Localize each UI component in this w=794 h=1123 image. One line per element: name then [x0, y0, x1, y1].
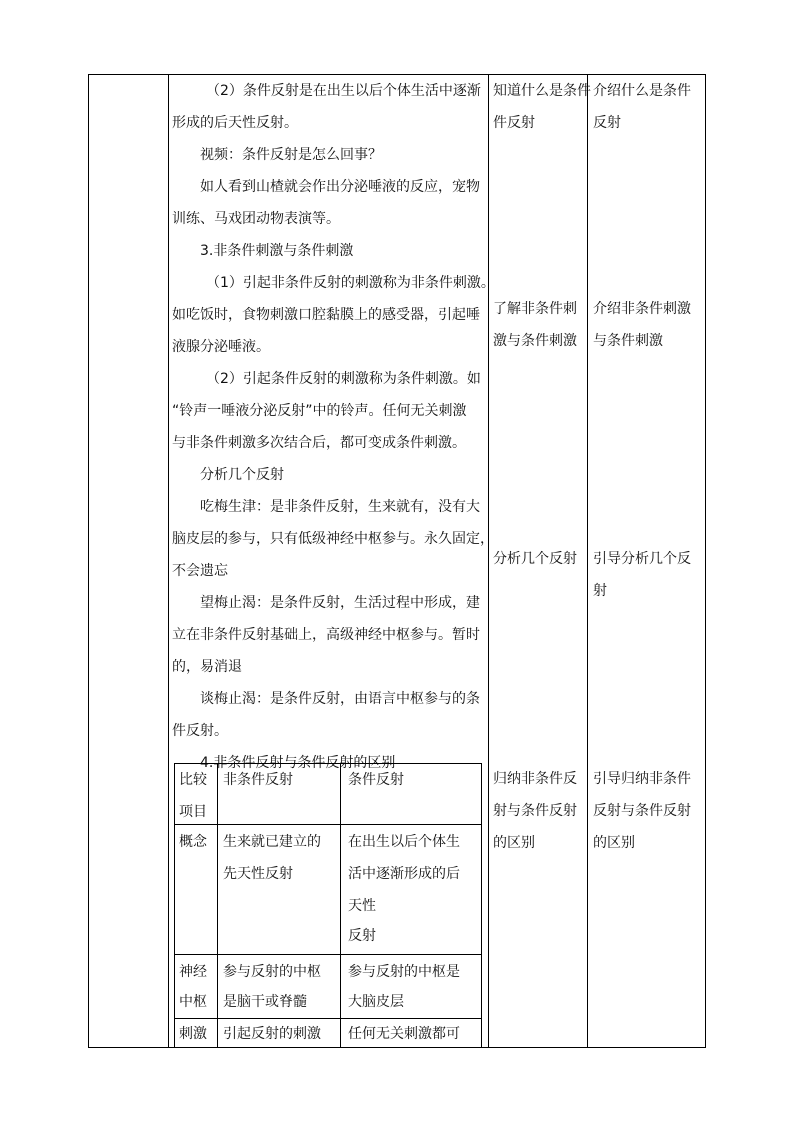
- goal-text: 激与条件刺激: [493, 333, 577, 349]
- goal-text: 的区别: [493, 835, 535, 851]
- content-line: （1）引起非条件反射的刺激称为非条件刺激。: [206, 275, 495, 291]
- activity-text: 射: [593, 583, 607, 599]
- row-label: 中枢: [179, 994, 207, 1010]
- lesson-table: [88, 74, 706, 1048]
- goal-text: 了解非条件刺: [493, 301, 577, 317]
- content-line: 如人看到山楂就会作出分泌唾液的反应，宠物: [200, 179, 480, 195]
- goal-text: 分析几个反射: [493, 551, 577, 567]
- header-cell: 比较: [179, 772, 207, 788]
- content-line: 形成的后天性反射。: [172, 115, 298, 131]
- activity-text: 的区别: [593, 835, 635, 851]
- content-line: 分析几个反射: [200, 467, 284, 483]
- activity-text: 反射与条件反射: [593, 803, 691, 819]
- activity-text: 反射: [593, 115, 621, 131]
- goal-text: 归纳非条件反: [493, 771, 577, 787]
- content-line: 液腺分泌唾液。: [172, 339, 270, 355]
- content-line: （2）条件反射是在出生以后个体生活中逐渐: [206, 83, 481, 99]
- content-line: 望梅止渴：是条件反射，生活过程中形成，建: [200, 595, 480, 611]
- content-line: 立在非条件反射基础上，高级神经中枢参与。暂时: [172, 627, 480, 643]
- header-cell: 条件反射: [348, 772, 404, 788]
- table-cell: 活中逐渐形成的后: [348, 866, 460, 882]
- activity-text: 与条件刺激: [593, 333, 663, 349]
- activity-text: 引导分析几个反: [593, 551, 691, 567]
- column-divider: [488, 75, 489, 1047]
- table-cell: 大脑皮层: [348, 994, 404, 1010]
- content-line: 吃梅生津：是非条件反射，生来就有，没有大: [200, 499, 480, 515]
- table-cell: 先天性反射: [223, 866, 293, 882]
- comparison-table: [174, 763, 482, 1048]
- content-line: 脑皮层的参与，只有低级神经中枢参与。永久固定，: [172, 531, 494, 547]
- content-line: 如吃饭时，食物刺激口腔黏膜上的感受器，引起唾: [172, 307, 480, 323]
- header-cell: 非条件反射: [223, 772, 293, 788]
- activity-text: 引导归纳非条件: [593, 771, 691, 787]
- content-line: 谈梅止渴：是条件反射，由语言中枢参与的条: [200, 691, 480, 707]
- table-divider: [340, 764, 341, 1047]
- table-cell: 在出生以后个体生: [348, 834, 460, 850]
- table-cell: 反射: [348, 928, 376, 944]
- table-cell: 天性: [348, 898, 376, 914]
- header-cell: 项目: [179, 804, 207, 820]
- content-line: 件反射。: [172, 723, 228, 739]
- goal-text: 知道什么是条件: [493, 83, 591, 99]
- content-line: （2）引起条件反射的刺激称为条件刺激。如: [206, 371, 481, 387]
- activity-text: 介绍非条件刺激: [593, 301, 691, 317]
- row-label: 神经: [179, 964, 207, 980]
- table-divider: [217, 764, 218, 1047]
- table-cell: 生来就已建立的: [223, 834, 321, 850]
- content-line: 的，易消退: [172, 659, 242, 675]
- table-cell: 参与反射的中枢是: [348, 964, 460, 980]
- row-label: 概念: [179, 834, 207, 850]
- table-cell: 引起反射的刺激: [223, 1026, 321, 1042]
- row-label: 刺激: [179, 1026, 207, 1042]
- activity-text: 介绍什么是条件: [593, 83, 691, 99]
- table-cell: 任何无关刺激都可: [348, 1026, 460, 1042]
- content-line: 与非条件刺激多次结合后，都可变成条件刺激。: [172, 435, 466, 451]
- content-line: 训练、马戏团动物表演等。: [172, 211, 340, 227]
- content-line: “铃声一唾液分泌反射”中的铃声。任何无关刺激: [172, 403, 467, 419]
- goal-text: 件反射: [493, 115, 535, 131]
- goal-text: 射与条件反射: [493, 803, 577, 819]
- table-divider: [175, 954, 481, 955]
- table-divider: [175, 824, 481, 825]
- section-heading: 4.非条件反射与条件反射的区别: [200, 755, 396, 771]
- table-cell: 是脑干或脊髓: [223, 994, 307, 1010]
- content-line: 不会遗忘: [172, 563, 228, 579]
- column-divider: [168, 75, 169, 1047]
- content-line: 视频：条件反射是怎么回事？: [200, 147, 382, 163]
- section-heading: 3.非条件刺激与条件刺激: [200, 243, 354, 259]
- table-cell: 参与反射的中枢: [223, 964, 321, 980]
- column-divider: [587, 75, 588, 1047]
